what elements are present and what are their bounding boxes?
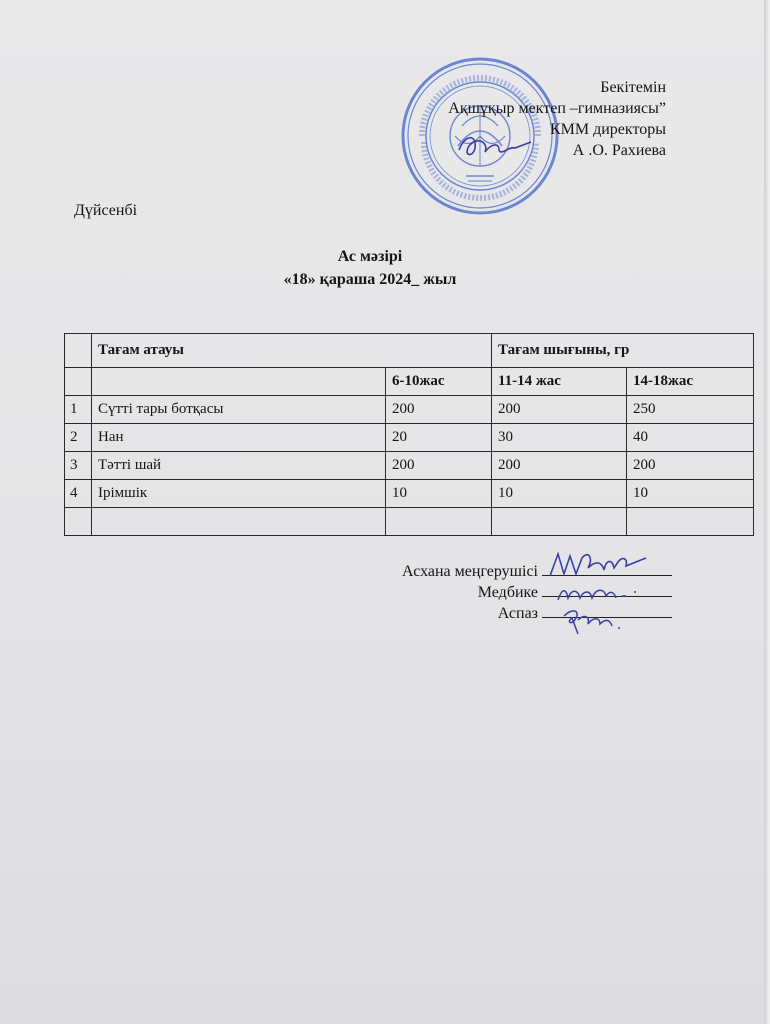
table-cell	[65, 334, 92, 368]
food-name: Тәтті шай	[92, 452, 386, 480]
paper-edge	[764, 0, 770, 1024]
approval-line-position: КММ директоры	[549, 121, 666, 138]
cook-line	[402, 603, 672, 624]
header-food-name: Тағам атауы	[92, 334, 492, 368]
amount-14-18: 250	[627, 396, 754, 424]
amount-14-18	[627, 508, 754, 536]
amount-14-18: 10	[627, 480, 754, 508]
amount-11-14	[492, 508, 627, 536]
menu-title: Ас мәзірі	[337, 248, 403, 265]
canteen-head-signature	[548, 548, 648, 582]
food-name	[92, 508, 386, 536]
table-cell	[65, 368, 92, 396]
day-of-week: Дүйсенбі	[74, 202, 138, 219]
table-row	[65, 508, 754, 536]
table-row	[65, 396, 754, 424]
amount-11-14: 200	[492, 396, 627, 424]
cook-label: Аспаз	[497, 605, 538, 622]
table-row	[65, 424, 754, 452]
table-cell	[92, 368, 386, 396]
table-subheader-row	[65, 368, 754, 396]
amount-11-14: 200	[492, 452, 627, 480]
director-signature	[455, 128, 535, 164]
menu-date: «18» қараша 2024_ жыл	[283, 271, 457, 288]
food-name: Сүтті тары ботқасы	[92, 396, 386, 424]
row-number: 3	[65, 452, 92, 480]
amount-14-18: 200	[627, 452, 754, 480]
amount-11-14: 30	[492, 424, 627, 452]
amount-6-10: 200	[386, 396, 492, 424]
approval-line-school: Ақшұқыр мектеп –гимназиясы”	[448, 100, 666, 117]
amount-6-10	[386, 508, 492, 536]
table-row	[65, 452, 754, 480]
amount-6-10: 20	[386, 424, 492, 452]
menu-table	[64, 333, 754, 536]
approval-line-approve: Бекітемін	[600, 79, 666, 96]
age-group-header: 6-10жас	[386, 368, 492, 396]
row-number: 2	[65, 424, 92, 452]
cook-signature	[560, 606, 630, 638]
age-group-header: 11-14 жас	[492, 368, 627, 396]
amount-6-10: 200	[386, 452, 492, 480]
nurse-signature	[556, 580, 640, 606]
approval-line-director: А .О. Рахиева	[572, 142, 666, 159]
table-row	[65, 480, 754, 508]
row-number	[65, 508, 92, 536]
amount-6-10: 10	[386, 480, 492, 508]
table-header-row	[65, 334, 754, 368]
row-number: 4	[65, 480, 92, 508]
amount-14-18: 40	[627, 424, 754, 452]
row-number: 1	[65, 396, 92, 424]
canteen-head-label: Асхана меңгерушісі	[402, 563, 538, 580]
header-consumption: Тағам шығыны, гр	[492, 334, 754, 368]
food-name: Нан	[92, 424, 386, 452]
amount-11-14: 10	[492, 480, 627, 508]
food-name: Ірімшік	[92, 480, 386, 508]
age-group-header: 14-18жас	[627, 368, 754, 396]
nurse-label: Медбике	[477, 584, 538, 601]
